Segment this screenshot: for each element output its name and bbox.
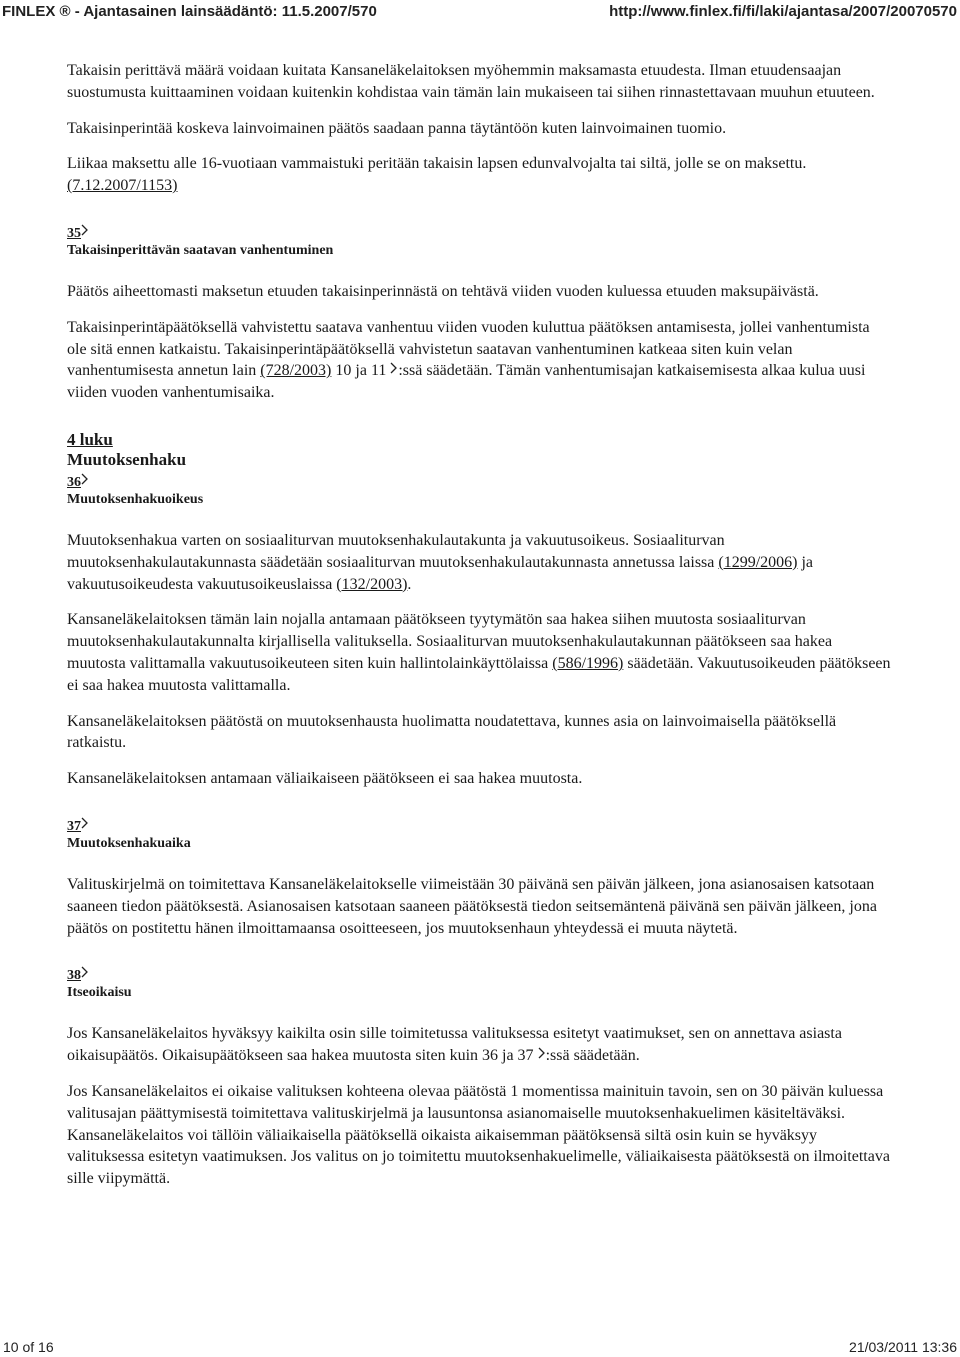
paragraph: Päätös aiheettomasti maksetun etuuden takaisinperinnästä on tehtävä viiden vuoden kuluessa etuuden maksupäivästä. <box>67 282 819 300</box>
section-sign-icon <box>538 1045 546 1067</box>
paragraph: Liikaa maksettu alle 16-vuotiaan vammaistuki peritään takaisin lapsen edunvalvojalta tai siltä, jolle se on maksettu. (7.12.2007/1153) <box>67 155 807 195</box>
paragraph: Takaisinperintää koskeva lainvoimainen päätös saadaan panna täytäntöön kuten lainvoimainen tuomio. <box>67 119 727 137</box>
paragraph: Kansaneläkelaitoksen antamaan väliaikaiseen päätökseen ei saa hakea muutosta. <box>67 770 583 788</box>
section-sign-icon <box>81 472 89 491</box>
section-sign-icon <box>81 223 89 242</box>
paragraph: Takaisin perittävä määrä voidaan kuitata Kansaneläkelaitoksen myöhemmin maksamasta etuudesta. Ilman etuudensaajan suostumusta kuittaaminen voidaan kuitenkin kohdistaa vain tämän lain mukaiseen tai siihen rinnastettavaan muuhun etuuteen. <box>67 62 875 101</box>
section-37-heading <box>67 816 893 852</box>
section-number[interactable]: 35 <box>67 225 81 241</box>
page-url: http://www.finlex.fi/fi/laki/ajantasa/2007/20070570 <box>609 3 957 20</box>
paragraph: Kansaneläkelaitoksen tämän lain nojalla antamaan päätökseen tyytymätön saa hakea siihen muutosta sosiaaliturvan muutoksenhakulautakunnalta kirjallisella valituksella. Sosiaaliturvan muutoksenhakulautakunnan päätökseen saa hakea muutosta valittamalla vakuutusoikeuteen siten kuin hallintolainkäyttölaissa (586/1996) säädetään. Vakuutusoikeuden päätökseen ei saa hakea muutosta valittamalla. <box>67 611 891 694</box>
law-link[interactable]: (728/2003) <box>260 362 332 380</box>
page-title: FINLEX ® - Ajantasainen lainsäädäntö: 11.5.2007/570 <box>2 3 377 20</box>
section-title: Muutoksenhakuaika <box>67 835 191 851</box>
section-36-heading <box>67 472 893 508</box>
print-timestamp: 21/03/2011 13:36 <box>849 1339 957 1355</box>
chapter-number[interactable]: 4 luku <box>67 429 113 449</box>
section-number[interactable]: 37 <box>67 818 81 834</box>
paragraph: Takaisinperintäpäätöksellä vahvistettu saatava vanhentuu viiden vuoden kuluttua päätöksen antamisesta, jollei vanhentumista ole sitä ennen katkaistu. Takaisinperintäpäätöksellä vahvistetun saatavan vanhentuminen katkeaa siten kuin velan vanhentumisesta annetun lain (728/2003) 10 ja 11 :ssä säädetään. Tämän vanhentumisajan katkaisemisesta alkaa kulua uusi viiden vuoden vanhentumisaika. <box>67 318 870 402</box>
law-text <box>67 60 893 1204</box>
section-number[interactable]: 38 <box>67 968 81 984</box>
paragraph: Jos Kansaneläkelaitos hyväksyy kaikilta osin sille toimitetussa valituksessa esitetyt vaatimukset, sen on annettava asiasta oikaisupäätös. Oikaisupäätökseen saa hakea muutosta siten kuin 36 ja 37 :ssä säädetään. <box>67 1023 893 1067</box>
section-38-heading <box>67 965 893 1001</box>
section-title: Takaisinperittävän saatavan vanhentuminen <box>67 242 334 258</box>
section-sign-icon <box>81 965 89 984</box>
amendment-link[interactable]: (7.12.2007/1153) <box>67 177 178 195</box>
section-title: Itseoikaisu <box>67 985 132 1001</box>
page-counter: 10 of 16 <box>3 1339 54 1355</box>
print-header <box>0 0 960 24</box>
law-link[interactable]: (1299/2006) <box>718 553 798 571</box>
print-footer <box>0 1338 960 1357</box>
section-number[interactable]: 36 <box>67 474 81 490</box>
section-35-heading <box>67 223 893 259</box>
paragraph: Valituskirjelmä on toimitettava Kansaneläkelaitokselle viimeistään 30 päivänä sen päivän jälkeen, jona asianosaisen katsotaan saaneen tiedon päätöksestä. Asianosaisen katsotaan saaneen päätöksestä tiedon seitsemäntenä päivänä sen päivän jälkeen, jona päätös on postitettu hänen ilmoittamaansa osoitteeseen, jos muutoksenhaun yhteydessä ei muuta näytetä. <box>67 875 877 937</box>
chapter-heading <box>67 430 893 470</box>
law-link[interactable]: (132/2003) <box>336 575 408 593</box>
paragraph: Kansaneläkelaitoksen päätöstä on muutoksenhausta huolimatta noudatettava, kunnes asia on lainvoimaisella päätöksellä ratkaistu. <box>67 712 837 752</box>
paragraph: Muutoksenhakua varten on sosiaaliturvan muutoksenhakulautakunta ja vakuutusoikeus. Sosiaaliturvan muutoksenhakulautakunnasta säädetään sosiaaliturvan muutoksenhakulautakunnasta annetussa laissa (1299/2006) ja vakuutusoikeudesta vakuutusoikeuslaissa (132/2003). <box>67 531 814 593</box>
law-link[interactable]: (586/1996) <box>552 654 624 672</box>
section-sign-icon <box>81 816 89 835</box>
section-title: Muutoksenhakuoikeus <box>67 491 204 507</box>
chapter-title: Muutoksenhaku <box>67 449 187 469</box>
paragraph: Jos Kansaneläkelaitos ei oikaise valituksen kohteena olevaa päätöstä 1 momentissa mainituin tavoin, sen on 30 päivän kuluessa valitusajan päättymisestä toimitettava valituskirjelmä ja lausuntonsa asianomaiselle muutoksenhakuelimen käsiteltäväksi. Kansaneläkelaitos voi tällöin väliaikaisella päätöksellä oikaista aikaisemman päätöksensä siltä osin kuin se hyväksyy valituksessa esitetyn vaatimuksen. Jos valitus on jo toimitettu muutoksenhakuelimelle, väliaikaisesta päätöksestä on ilmoitettava sille viipymättä. <box>67 1082 890 1188</box>
